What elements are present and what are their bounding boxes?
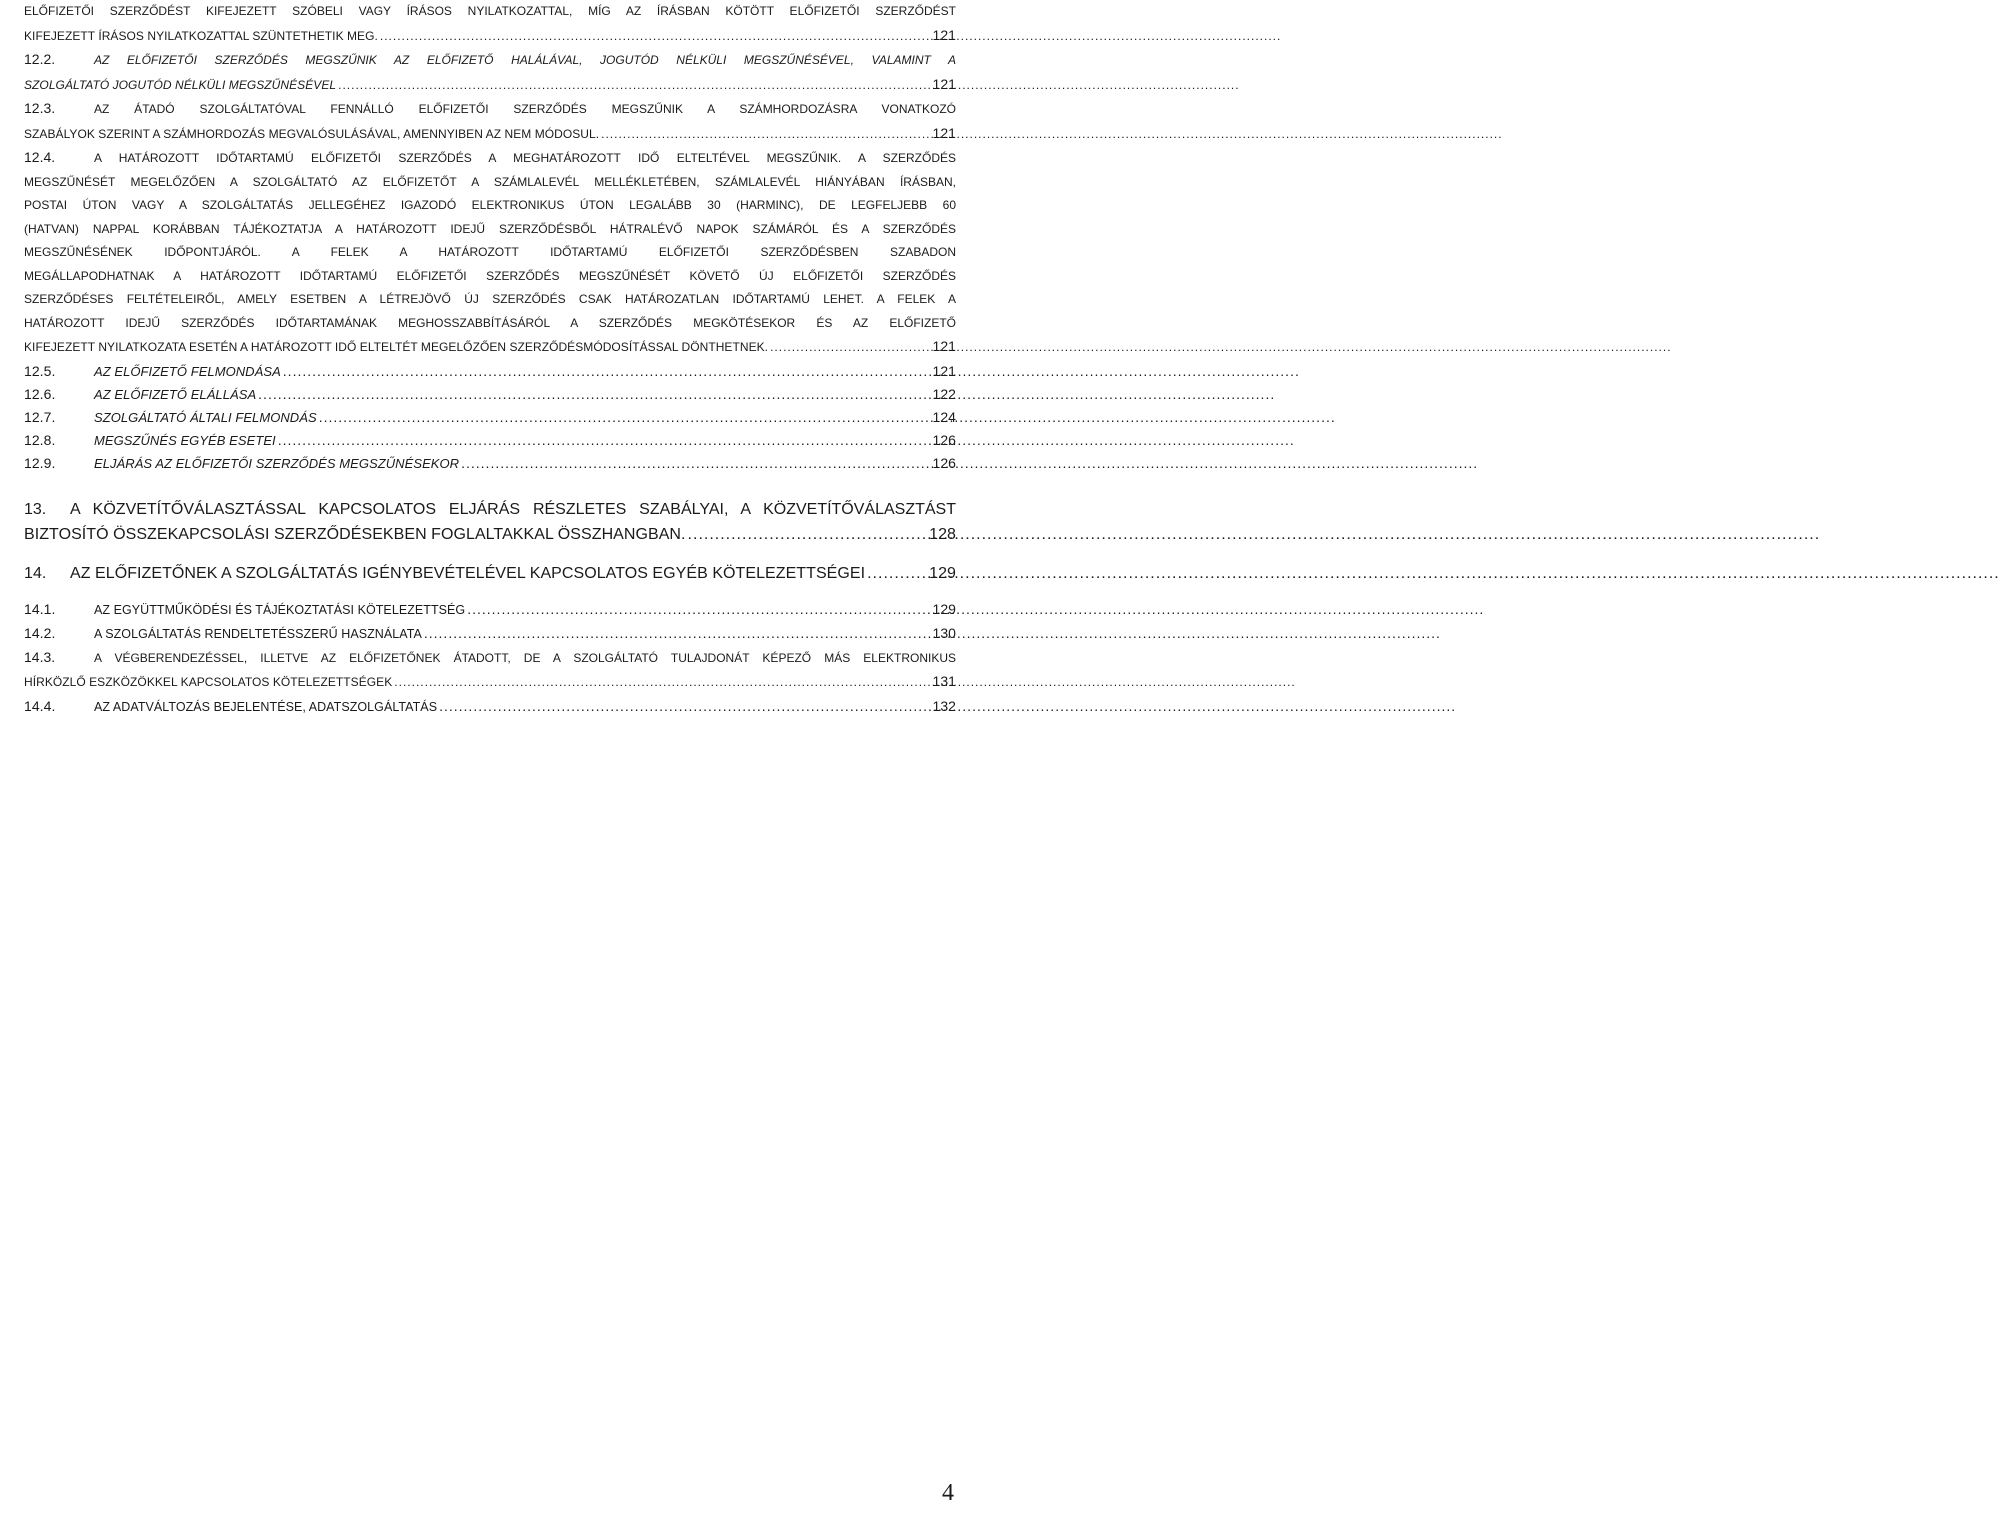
toc-entry-title: SZOLGÁLTATÓ ÁLTALI FELMONDÁS <box>94 409 317 425</box>
toc-entry-title: SZABÁLYOK SZERINT A SZÁMHORDOZÁS MEGVALÓSULÁSÁVAL, AMENNYIBEN AZ NEM MÓDOSUL. <box>24 126 600 141</box>
toc-chapter-title: AZ ELŐFIZETŐNEK A SZOLGÁLTATÁS IGÉNYBEVÉTELÉVEL KAPCSOLATOS EGYÉB KÖTELEZETTSÉGEI <box>70 564 866 582</box>
toc-entry-text: KIFEJEZETT ÍRÁSOS NYILATKOZATTAL SZÜNTETHETIK MEG. <box>24 28 378 43</box>
toc-entry-title: A SZOLGÁLTATÁS RENDELTETÉSSZERŰ HASZNÁLATA <box>94 626 422 641</box>
dot-leader <box>867 561 927 586</box>
toc-entry-text: MEGÁLLAPODHATNAK A HATÁROZOTT IDŐTARTAMÚ ELŐFIZETŐI SZERZŐDÉS MEGSZŰNÉSÉT KÖVETŐ ÚJ ELŐFIZETŐI SZERZŐDÉS <box>24 268 956 283</box>
toc-entry-title: MEGSZŰNÉS EGYÉB ESETEI <box>94 432 276 448</box>
toc-entry-number: 12.3. <box>24 100 56 116</box>
toc-entry-12-7[interactable] <box>24 406 956 429</box>
toc-chapter-number: 13. <box>24 500 47 518</box>
dot-leader <box>283 360 931 383</box>
toc-page-number: 121 <box>932 75 956 92</box>
toc-entry-title: AZ ELŐFIZETŐ FELMONDÁSA <box>94 363 281 379</box>
dot-leader <box>278 429 931 452</box>
toc-chapter-title: BIZTOSÍTÓ ÖSSZEKAPCSOLÁSI SZERZŐDÉSEKBEN FOGLALTAKKAL ÖSSZHANGBAN. <box>24 525 686 543</box>
toc-entry-title: SZOLGÁLTATÓ JOGUTÓD NÉLKÜLI MEGSZŰNÉSÉVEL <box>24 77 337 92</box>
dot-leader <box>601 123 930 147</box>
dot-leader <box>688 522 928 547</box>
toc-entry-14-3[interactable] <box>24 646 956 695</box>
dot-leader <box>380 25 931 49</box>
toc-entry-text: SZERZŐDÉSES FELTÉTELEIRŐL, AMELY ESETBEN A LÉTREJÖVŐ ÚJ SZERZŐDÉS CSAK HATÁROZATLAN IDŐTARTAMÚ LEHET. A FELEK A <box>24 292 956 306</box>
toc-entry-14-4[interactable] <box>24 695 956 719</box>
toc-entry-number: 14.2. <box>24 624 56 641</box>
toc-entry-12-8[interactable] <box>24 429 956 452</box>
toc-chapter-title: A KÖZVETÍTŐVÁLASZTÁSSAL KAPCSOLATOS ELJÁRÁS RÉSZLETES SZABÁLYAI, A KÖZVETÍTŐVÁLASZTÁST <box>70 500 956 518</box>
toc-entry-title: AZ ELŐFIZETŐ ELÁLLÁSA <box>94 386 257 402</box>
toc-entry-12-5[interactable] <box>24 360 956 383</box>
toc-page-number: 121 <box>932 338 956 354</box>
dot-leader <box>439 695 930 718</box>
toc-entry-text: HATÁROZOTT IDEJŰ SZERZŐDÉS IDŐTARTAMÁNAK MEGHOSSZABBÍTÁSÁRÓL A SZERZŐDÉS MEGKÖTÉSEKOR ÉS AZ ELŐFIZETŐ <box>24 315 956 330</box>
toc-page <box>24 0 956 719</box>
toc-entry-text: (HATVAN) NAPPAL KORÁBBAN TÁJÉKOZTATJA A HATÁROZOTT IDEJŰ SZERZŐDÉSBŐL HÁTRALÉVŐ NAPOK SZÁMÁRÓL ÉS A SZERZŐDÉS <box>24 221 956 236</box>
toc-page-number: 129 <box>929 564 956 582</box>
toc-entry-number: 12.8. <box>24 431 56 448</box>
toc-page-number: 126 <box>932 431 956 448</box>
toc-page-number: 130 <box>932 624 956 641</box>
toc-page-number: 121 <box>932 124 956 141</box>
toc-entry-14-1[interactable] <box>24 598 956 622</box>
dot-leader <box>394 671 930 695</box>
toc-entry-text: ELŐFIZETŐI SZERZŐDÉST KIFEJEZETT SZÓBELI VAGY ÍRÁSOS NYILATKOZATTAL, MÍG AZ ÍRÁSBAN KÖTÖTT ELŐFIZETŐI SZERZŐDÉST <box>24 4 956 18</box>
toc-entry-number: 12.2. <box>24 51 56 67</box>
dot-leader <box>258 383 930 406</box>
toc-entry-14-2[interactable] <box>24 622 956 646</box>
toc-entry-title: ELJÁRÁS AZ ELŐFIZETŐI SZERZŐDÉS MEGSZŰNÉSEKOR <box>94 455 460 471</box>
toc-entry-title: AZ EGYÜTTMŰKÖDÉSI ÉS TÁJÉKOZTATÁSI KÖTELEZETTSÉG <box>94 602 466 617</box>
toc-page-number: 121 <box>932 362 956 379</box>
page-number-footer: 4 <box>942 1480 954 1506</box>
toc-entry-text: POSTAI ÚTON VAGY A SZOLGÁLTATÁS JELLEGÉHEZ IGAZODÓ ELEKTRONIKUS ÚTON LEGALÁBB 30 (HARMINC), DE LEGFELJEBB 60 <box>24 198 956 212</box>
toc-entry-number: 12.5. <box>24 362 56 379</box>
toc-page-number: 129 <box>932 600 956 617</box>
toc-entry-12-6[interactable] <box>24 383 956 406</box>
toc-page-number: 122 <box>932 385 956 402</box>
dot-leader <box>424 622 931 645</box>
toc-entry-number: 12.4. <box>24 149 56 165</box>
dot-leader <box>338 74 930 98</box>
toc-entry-number: 14.3. <box>24 648 56 665</box>
dot-leader <box>461 452 930 475</box>
toc-entry-title: HÍRKÖZLŐ ESZKÖZÖKKEL KAPCSOLATOS KÖTELEZETTSÉGEK <box>24 675 393 689</box>
toc-entry-12-9[interactable] <box>24 452 956 475</box>
toc-entry-title: AZ ELŐFIZETŐI SZERZŐDÉS MEGSZŰNIK AZ ELŐFIZETŐ HALÁLÁVAL, JOGUTÓD NÉLKÜLI MEGSZŰNÉSÉVEL, VALAMINT A <box>94 53 956 67</box>
toc-entry-number: 12.6. <box>24 385 56 402</box>
toc-entry-text: MEGSZŰNÉSÉNEK IDŐPONTJÁRÓL. A FELEK A HATÁROZOTT IDŐTARTAMÚ ELŐFIZETŐI SZERZŐDÉSBEN SZABADON <box>24 245 956 259</box>
toc-page-number: 132 <box>932 697 956 714</box>
toc-entry-number: 14.1. <box>24 600 56 617</box>
toc-entry-number: 14.4. <box>24 697 56 714</box>
toc-entry-title: AZ ADATVÁLTOZÁS BEJELENTÉSE, ADATSZOLGÁLTATÁS <box>94 699 438 714</box>
toc-page-number: 124 <box>932 408 956 425</box>
toc-entry-text: MEGSZŰNÉSÉT MEGELŐZŐEN A SZOLGÁLTATÓ AZ ELŐFIZETŐT A SZÁMLALEVÉL MELLÉKLETÉBEN, SZÁMLALEVÉL HIÁNYÁBAN ÍRÁSBAN, <box>24 174 956 189</box>
dot-leader <box>467 598 930 621</box>
toc-chapter-14[interactable] <box>24 561 956 586</box>
toc-entry-title: A HATÁROZOTT IDŐTARTAMÚ ELŐFIZETŐI SZERZŐDÉS A MEGHATÁROZOTT IDŐ ELTELTÉVEL MEGSZŰNIK. A SZERZŐDÉS <box>94 151 956 165</box>
toc-entry-number: 12.7. <box>24 408 56 425</box>
dot-leader <box>770 336 930 360</box>
toc-page-number: 121 <box>932 26 956 43</box>
toc-entry-title: A VÉGBERENDEZÉSSEL, ILLETVE AZ ELŐFIZETŐNEK ÁTADOTT, DE A SZOLGÁLTATÓ TULAJDONÁT KÉPEZŐ MÁS ELEKTRONIKUS <box>94 650 956 665</box>
toc-entry-number: 12.9. <box>24 454 56 471</box>
toc-chapter-number: 14. <box>24 564 47 582</box>
toc-page-number: 128 <box>929 525 956 543</box>
dot-leader <box>319 406 931 429</box>
toc-page-number: 126 <box>932 454 956 471</box>
toc-entry-title: AZ ÁTADÓ SZOLGÁLTATÓVAL FENNÁLLÓ ELŐFIZETŐI SZERZŐDÉS MEGSZŰNIK A SZÁMHORDOZÁSRA VONATKOZÓ <box>94 102 956 116</box>
toc-page-number: 131 <box>932 673 956 689</box>
toc-entry-12-3[interactable] <box>24 97 956 146</box>
toc-entry-text: KIFEJEZETT NYILATKOZATA ESETÉN A HATÁROZOTT IDŐ ELTELTÉT MEGELŐZŐEN SZERZŐDÉSMÓDOSÍTÁSSAL DÖNTHETNEK. <box>24 340 769 354</box>
toc-chapter-13[interactable] <box>24 497 956 547</box>
toc-entry-12-4[interactable] <box>24 146 956 360</box>
toc-entry-12-2[interactable] <box>24 48 956 97</box>
toc-entry-12-1-continuation[interactable] <box>24 0 956 48</box>
